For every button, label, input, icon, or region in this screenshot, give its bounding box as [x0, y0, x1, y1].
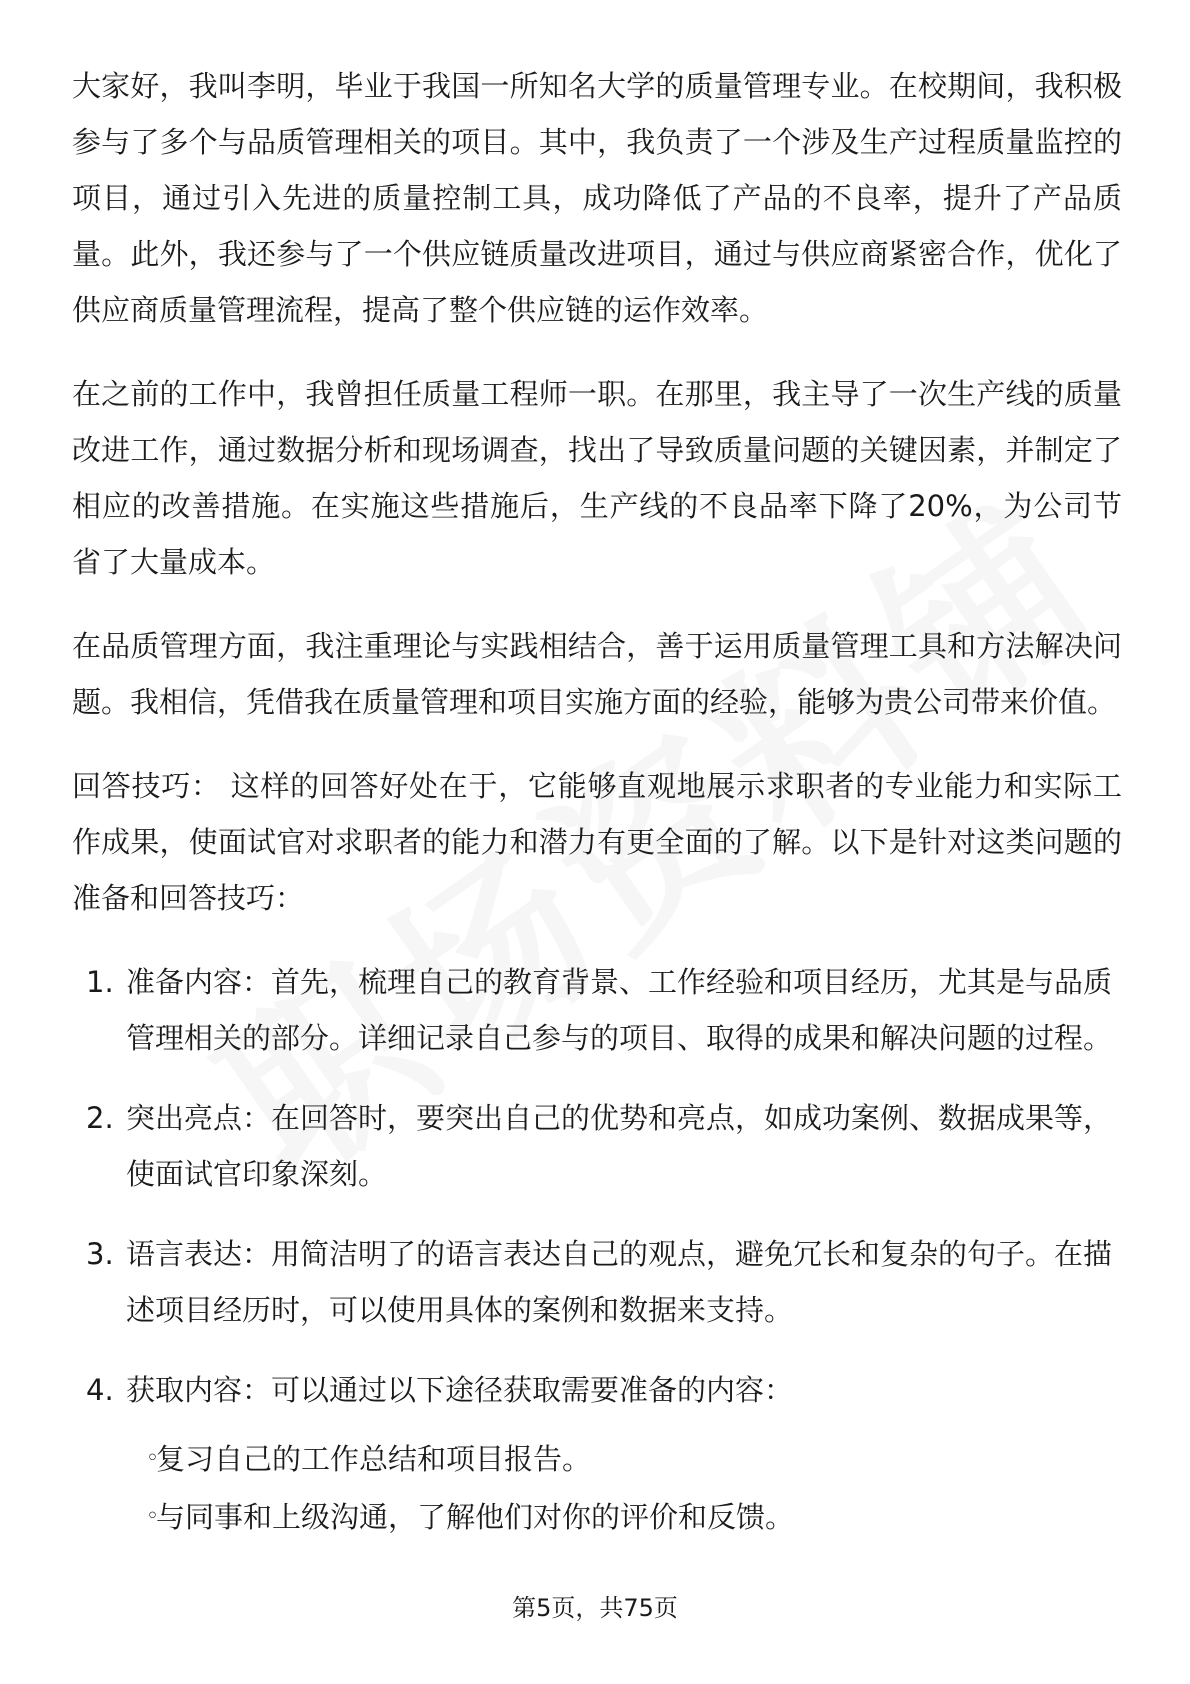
sub-list-item: [126, 1488, 1122, 1546]
list-item-text: 突出亮点：在回答时，要突出自己的优势和亮点，如成功案例、数据成果等，使面试官印象深刻。: [126, 1101, 1113, 1191]
list-item: [72, 1090, 1122, 1202]
circle-bullet-icon: ◦: [146, 1504, 159, 1529]
sub-list-item: [126, 1430, 1122, 1488]
list-number: 2.: [86, 1101, 114, 1135]
list-item-text: 获取内容：可以通过以下途径获取需要准备的内容：: [126, 1373, 794, 1407]
list-number: 1.: [86, 965, 114, 999]
list-item: [72, 1362, 1122, 1546]
list-item-text: 语言表达：用简洁明了的语言表达自己的观点，避免冗长和复杂的句子。在描述项目经历时，可以使用具体的案例和数据来支持。: [126, 1237, 1113, 1327]
list-item: [72, 1226, 1122, 1338]
paragraph-answer-tips: 回答技巧： 这样的回答好处在于，它能够直观地展示求职者的专业能力和实际工作成果，使面试官对求职者的能力和潜力有更全面的了解。以下是针对这类问题的准备和回答技巧：: [72, 769, 1122, 915]
document-body: [72, 58, 1122, 1570]
page-number: 第5页，共75页: [512, 1594, 678, 1622]
list-item-text: 准备内容：首先，梳理自己的教育背景、工作经验和项目经历，尤其是与品质管理相关的部分。详细记录自己参与的项目、取得的成果和解决问题的过程。: [126, 965, 1113, 1055]
sub-list-item-text: 与同事和上级沟通，了解他们对你的评价和反馈。: [156, 1500, 795, 1534]
sub-list: [126, 1430, 1122, 1546]
list-item: [72, 954, 1122, 1066]
list-number: 3.: [86, 1237, 114, 1271]
circle-bullet-icon: ◦: [146, 1446, 159, 1471]
paragraph-work-experience: 在之前的工作中，我曾担任质量工程师一职。在那里，我主导了一次生产线的质量改进工作，通过数据分析和现场调查，找出了导致质量问题的关键因素，并制定了相应的改善措施。在实施这些措施后，生产线的不良品率下降了20%，为公司节省了大量成本。: [72, 377, 1122, 579]
sub-list-item-text: 复习自己的工作总结和项目报告。: [156, 1442, 592, 1476]
paragraph-quality-management: 在品质管理方面，我注重理论与实践相结合，善于运用质量管理工具和方法解决问题。我相信，凭借我在质量管理和项目实施方面的经验，能够为贵公司带来价值。: [72, 629, 1122, 719]
paragraph-intro: 大家好，我叫李明，毕业于我国一所知名大学的质量管理专业。在校期间，我积极参与了多个与品质管理相关的项目。其中，我负责了一个涉及生产过程质量监控的项目，通过引入先进的质量控制工具，成功降低了产品的不良率，提升了产品质量。此外，我还参与了一个供应链质量改进项目，通过与供应商紧密合作，优化了供应商质量管理流程，提高了整个供应链的运作效率。: [72, 69, 1122, 327]
tips-list: [72, 954, 1122, 1546]
list-number: 4.: [86, 1373, 114, 1407]
